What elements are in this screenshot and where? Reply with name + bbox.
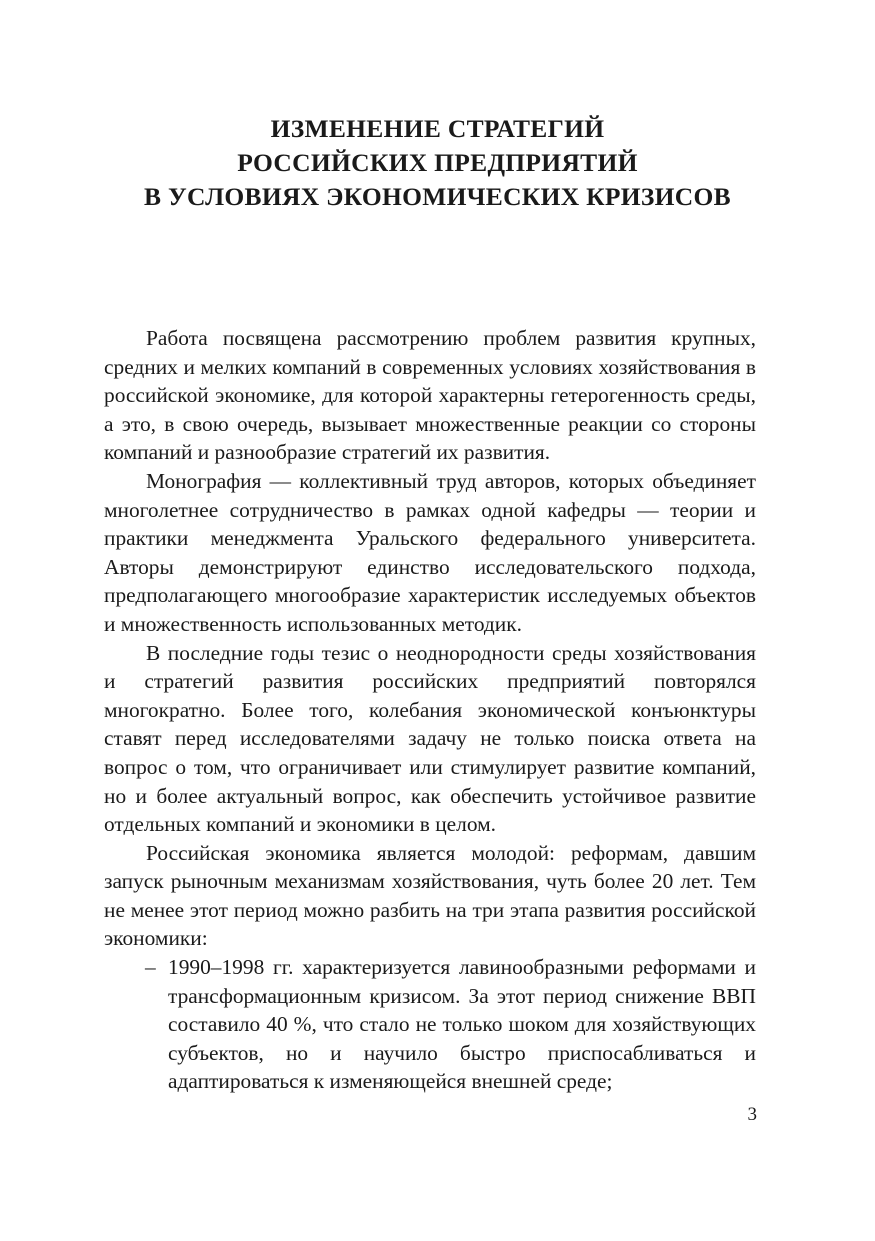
paragraph-intro: Работа посвящена рассмотрению проблем развития крупных, средних и мелких компаний в современных условиях хозяйствования в российской экономике, для которой характерны гетерогенность среды, а это, в свою очередь, вызывает множественные реакции со стороны компаний и разнообразие стратегий их развития. <box>104 326 756 465</box>
body-text <box>104 324 756 1096</box>
page-number: 3 <box>747 1104 757 1125</box>
chapter-title-line: В УСЛОВИЯХ ЭКОНОМИЧЕСКИХ КРИЗИСОВ <box>144 182 731 211</box>
list-item <box>104 953 756 1096</box>
paragraph-monograph: Монография — коллективный труд авторов, которых объединяет многолетнее сотрудничество в рамках одной кафедры — теории и практики менеджмента Уральского федерального университета. Авторы демонстрируют единство исследовательского подхода, предполагающего многообразие характеристик исследуемых объектов и множественность использованных методик. <box>104 468 756 636</box>
list-item-text: 1990–1998 гг. характеризуется лавинообразными реформами и трансформационным кризисом. За этот период снижение ВВП составило 40 %, что стало не только шоком для хозяйствующих субъектов, но и научило быстро приспосабливаться и адаптироваться к изменяющейся внешней среде; <box>168 955 756 1094</box>
chapter-title-line: РОССИЙСКИХ ПРЕДПРИЯТИЙ <box>237 148 638 177</box>
chapter-title-line: ИЗМЕНЕНИЕ СТРАТЕГИЙ <box>270 114 605 143</box>
chapter-title <box>0 112 875 214</box>
stages-list <box>104 953 756 1096</box>
paragraph-heterogeneity: В последние годы тезис о неоднородности среды хозяйствования и стратегий развития российских предприятий повторялся многократно. Более того, колебания экономической конъюнктуры ставят перед исследователями задачу не только поиска ответа на вопрос о том, что ограничивает или стимулирует развитие компаний, но и более актуальный вопрос, как обеспечить устойчивое развитие отдельных компаний и экономики в целом. <box>104 640 756 837</box>
paragraph-stages: Российская экономика является молодой: реформам, давшим запуск рыночным механизмам хозяйствования, чуть более 20 лет. Тем не менее этот период можно разбить на три этапа развития российской экономики: <box>104 840 756 951</box>
list-dash: – <box>145 955 156 980</box>
